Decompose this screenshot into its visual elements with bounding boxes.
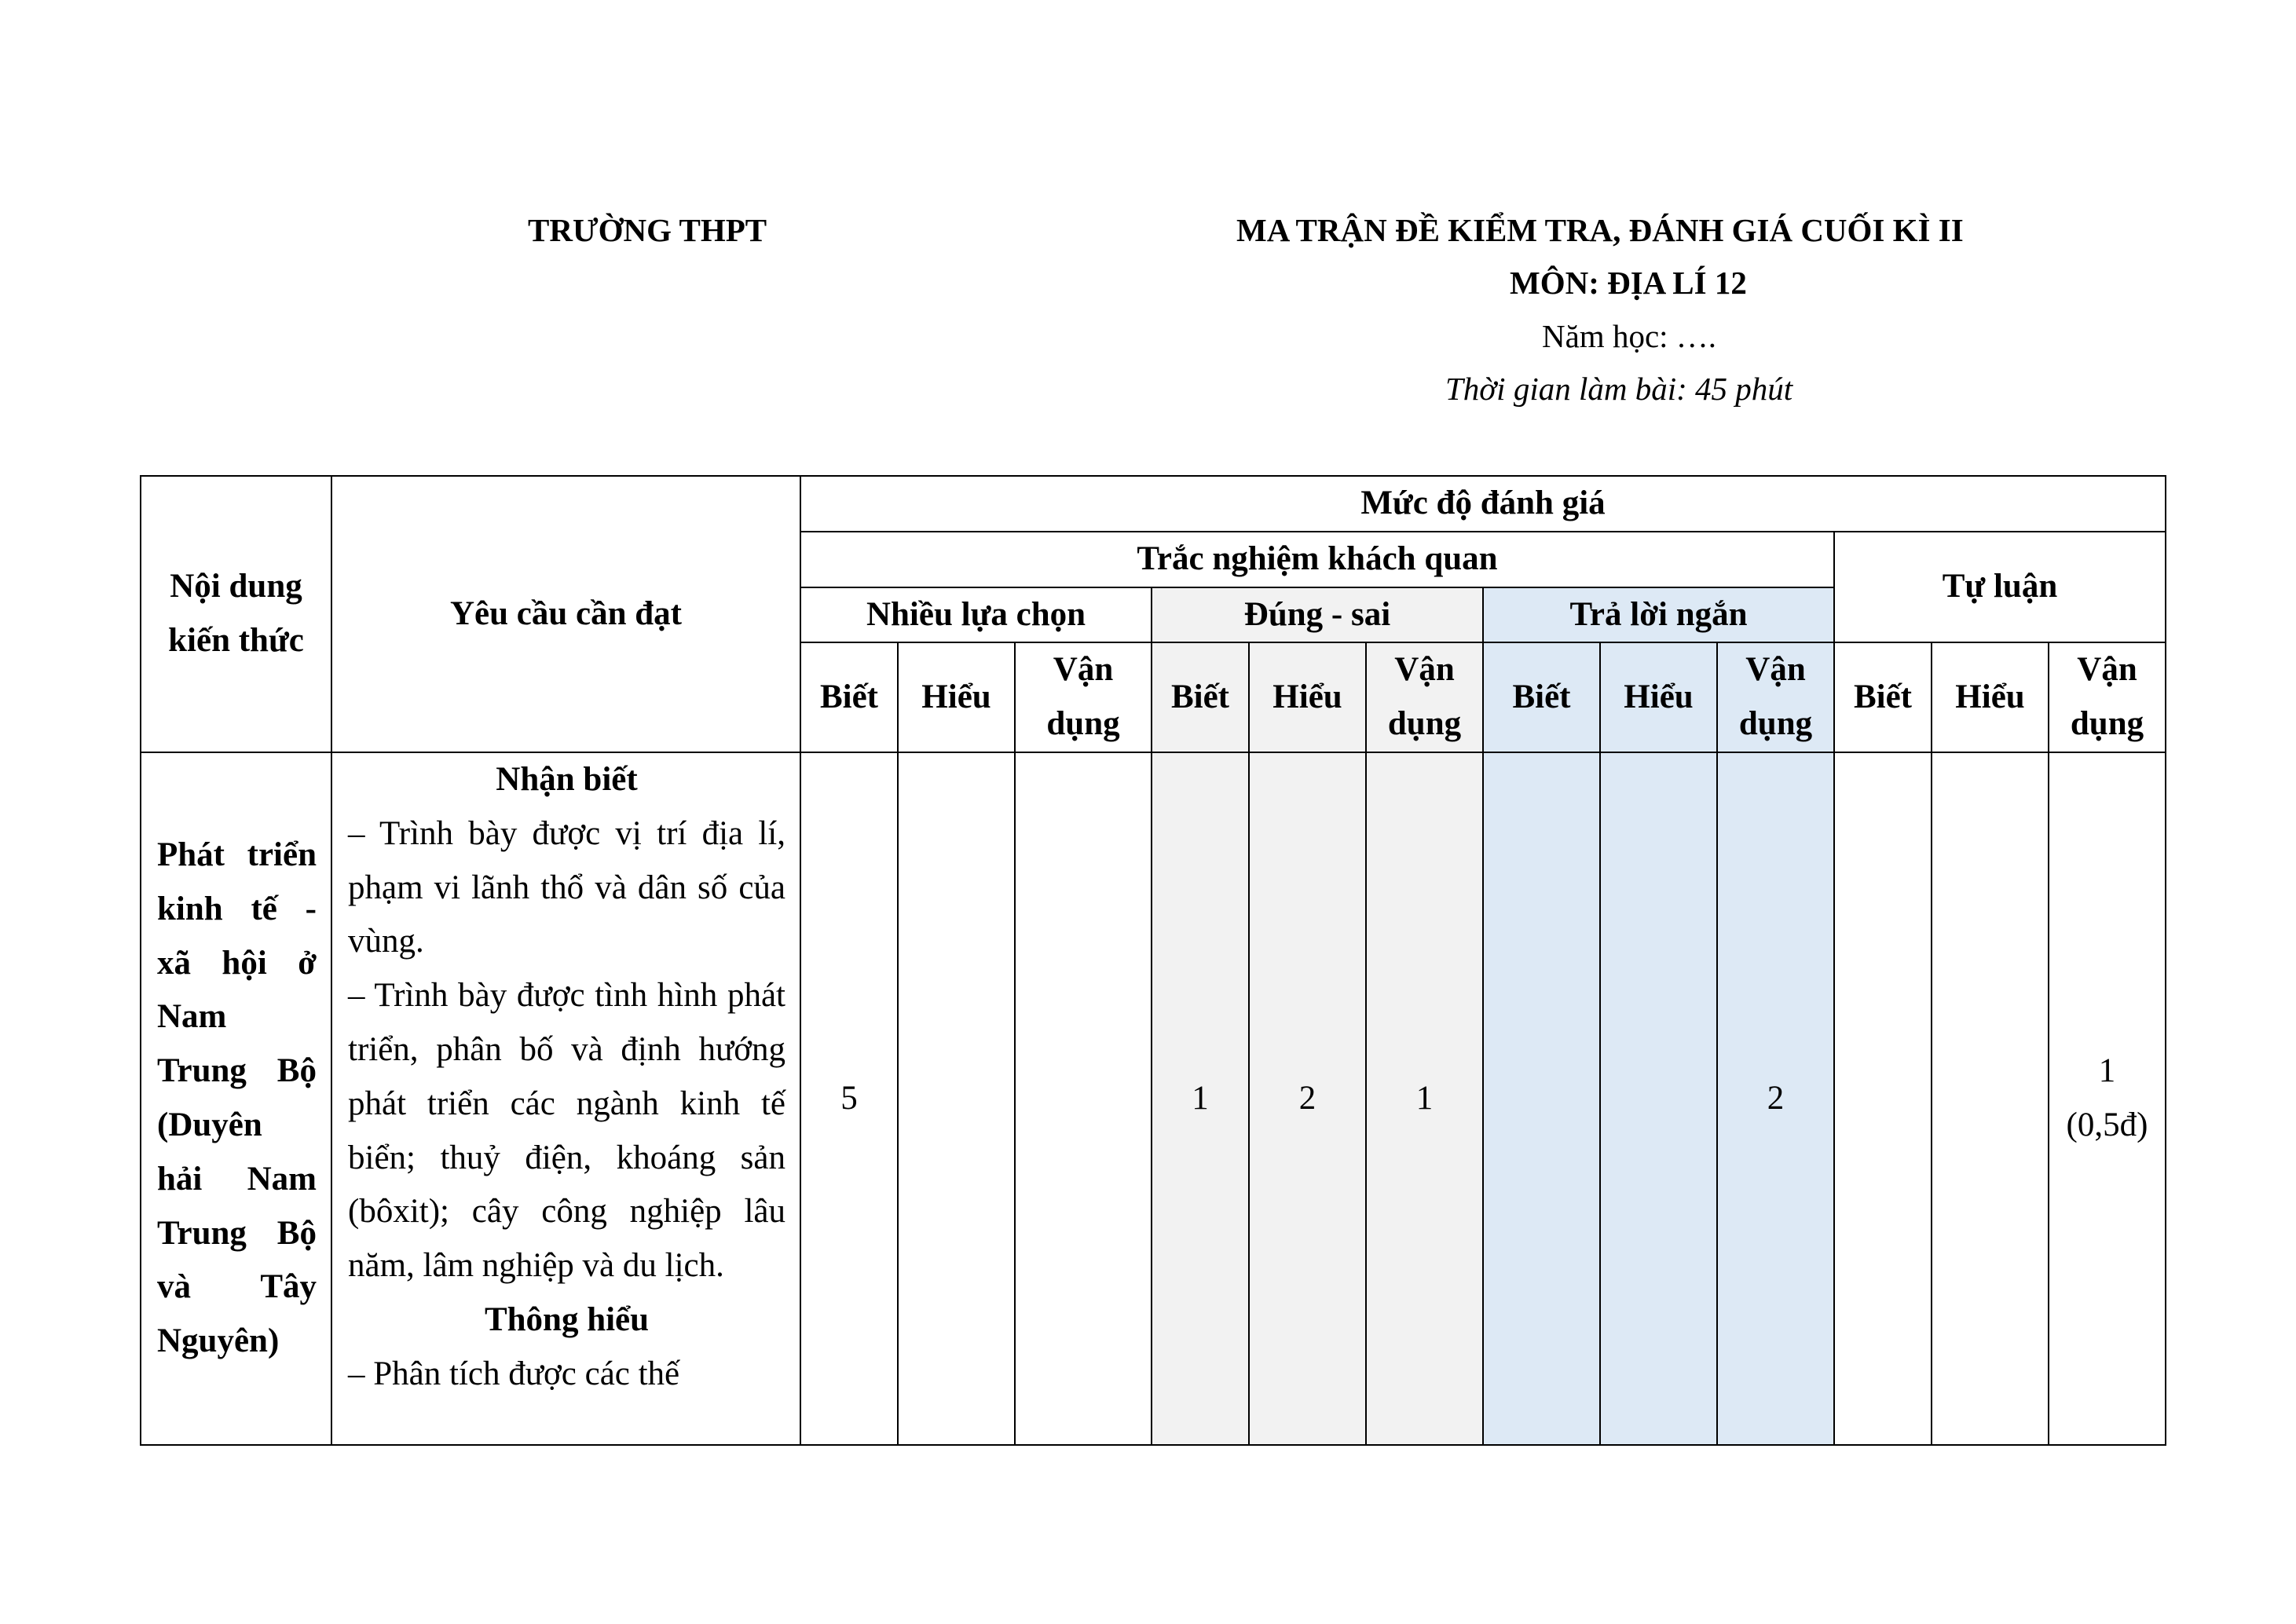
count-ds-hieu: 2	[1249, 752, 1366, 1445]
school-name: TRƯỜNG THPT	[528, 212, 767, 248]
subject-line: MÔN: ĐỊA LÍ 12	[1510, 265, 1747, 301]
recognize-item: – Trình bày được tình hình phát triển, phân bố và định hướng phát triển các ngành kinh tế biển; thuỷ điện, khoáng sản (bôxit); cây công nghiệp lâu năm, lâm nghiệp và du lịch.	[348, 977, 785, 1285]
level-van-dung: Vận dụng	[1366, 642, 1483, 752]
topic-line: xã hội ở	[157, 944, 317, 982]
col-header-content-line2: kiến thức	[168, 621, 304, 659]
table-row	[141, 752, 2166, 1445]
level-van-dung: Vận dụng	[1015, 642, 1152, 752]
group-short-answer: Trả lời ngắn	[1483, 587, 1834, 643]
group-true-false: Đúng - sai	[1152, 587, 1483, 643]
objective-header: Trắc nghiệm khách quan	[800, 532, 1834, 587]
topic-line: Phát triển	[157, 836, 317, 873]
level-biet: Biết	[1834, 642, 1932, 752]
level-header: Mức độ đánh giá	[800, 476, 2166, 532]
level-biet: Biết	[800, 642, 898, 752]
requirement-cell	[331, 752, 800, 1445]
level-hieu: Hiểu	[1600, 642, 1717, 752]
level-biet: Biết	[1483, 642, 1600, 752]
group-multiple-choice: Nhiều lựa chọn	[800, 587, 1152, 643]
level-hieu: Hiểu	[1249, 642, 1366, 752]
topic-line: Trung Bộ	[157, 1052, 317, 1090]
school-year: Năm học: ….	[1542, 318, 1717, 354]
count-essay-vd: 1 (0,5đ)	[2049, 752, 2166, 1445]
count-ds-biet: 1	[1152, 752, 1249, 1445]
level-van-dung: Vận dụng	[2049, 642, 2166, 752]
exam-duration: Thời gian làm bài: 45 phút	[1445, 371, 1793, 407]
count-sa-hieu	[1600, 752, 1717, 1445]
count-mc-hieu	[898, 752, 1015, 1445]
topic-line: Trung Bộ	[157, 1214, 317, 1252]
topic-line: Nam	[157, 998, 227, 1036]
count-mc-vd	[1015, 752, 1152, 1445]
assessment-matrix-table	[140, 475, 2166, 1446]
count-sa-biet	[1483, 752, 1600, 1445]
understand-label: Thông hiểu	[484, 1300, 650, 1338]
level-van-dung: Vận dụng	[1717, 642, 1834, 752]
count-essay-hieu	[1932, 752, 2049, 1445]
topic-cell	[141, 752, 331, 1445]
level-biet: Biết	[1152, 642, 1249, 752]
topic-line: và Tây	[157, 1268, 317, 1306]
topic-line: kinh tế -	[157, 890, 317, 927]
recognize-label: Nhận biết	[496, 760, 638, 798]
topic-line: Nguyên)	[157, 1322, 280, 1360]
count-ds-vd: 1	[1366, 752, 1483, 1445]
understand-item: – Phân tích được các thế	[348, 1355, 680, 1392]
count-sa-vd: 2	[1717, 752, 1834, 1445]
count-essay-biet	[1834, 752, 1932, 1445]
level-hieu: Hiểu	[898, 642, 1015, 752]
col-header-content	[141, 476, 331, 752]
recognize-item: – Trình bày được vị trí địa lí, phạm vi lãnh thổ và dân số của vùng.	[348, 814, 785, 960]
document-title: MA TRẬN ĐỀ KIỂM TRA, ĐÁNH GIÁ CUỐI KÌ II	[1236, 212, 1964, 248]
topic-line: (Duyên	[157, 1106, 262, 1143]
count-mc-biet: 5	[800, 752, 898, 1445]
essay-header: Tự luận	[1834, 532, 2166, 643]
col-header-requirement: Yêu cầu cần đạt	[331, 476, 800, 752]
col-header-content-line1: Nội dung	[170, 568, 302, 605]
topic-line: hải Nam	[157, 1160, 317, 1198]
level-hieu: Hiểu	[1932, 642, 2049, 752]
